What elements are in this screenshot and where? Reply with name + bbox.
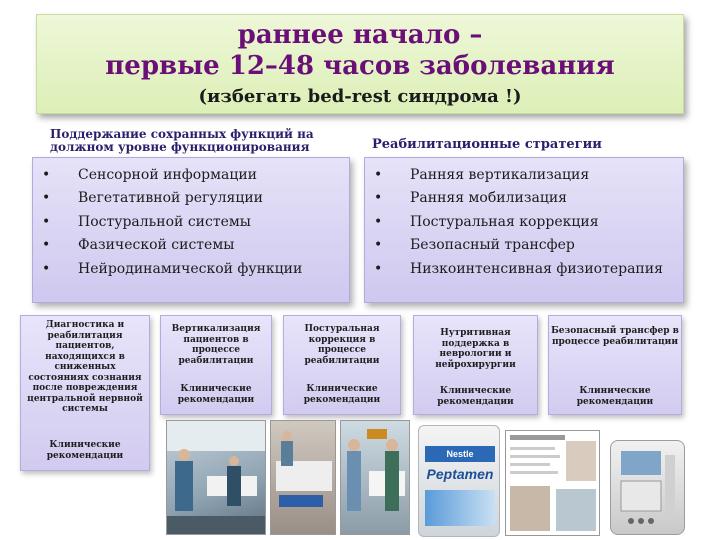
slide-subtitle: (избегать bed-rest синдрома !) (198, 86, 522, 107)
bullet: • (42, 190, 51, 207)
list-item-text: Постуральная коррекция (410, 213, 599, 230)
transfer-guide-sheet (505, 430, 600, 536)
list-item-text: Фазической системы (78, 237, 235, 254)
rehab-team-photo (340, 420, 410, 535)
list-item (374, 261, 684, 284)
transfer-guide-illustration (506, 431, 600, 536)
list-item (42, 167, 342, 190)
peptamen-product-photo (418, 425, 500, 537)
bullet: • (374, 237, 383, 254)
left-column-header: Поддержание сохранных функций на должном уровне функционирования (50, 127, 314, 154)
list-item-text: Низкоинтенсивная физиотерапия (410, 260, 663, 277)
list-item-text: Безопасный трансфер (410, 237, 575, 254)
bullet: • (42, 260, 51, 277)
bullet: • (42, 167, 51, 183)
list-item (42, 214, 342, 237)
rehab-team-illustration (341, 421, 410, 535)
bed-patient-illustration (271, 421, 336, 535)
bullet: • (374, 213, 383, 230)
list-item-text: Ранняя вертикализация (410, 167, 590, 183)
rehab-strategies-list (374, 167, 684, 284)
nutrition-card-rec: Клинические рекомендации (437, 386, 514, 407)
icu-ward-photo (166, 420, 266, 535)
postural-card-title: Постуральная коррекция в процессе реабилитации (304, 324, 380, 366)
list-item-text: Постуральной системы (78, 213, 251, 230)
preserved-functions-list (42, 167, 342, 284)
list-item-text: Нейродинамической функции (78, 260, 303, 277)
verticalization-card-rec: Клинические рекомендации (177, 384, 255, 405)
icu-ward-illustration (167, 421, 266, 535)
safe-transfer-card-title: Безопасный трансфер в процессе реабилитации (551, 326, 679, 347)
bullet: • (374, 190, 383, 207)
product-brand-label: Nestle (425, 446, 495, 462)
bed-patient-photo (270, 420, 336, 535)
list-item-text: Ранняя мобилизация (410, 190, 567, 207)
bullet: • (374, 260, 383, 277)
infusion-pump-illustration (611, 441, 686, 536)
list-item (42, 261, 342, 284)
safe-transfer-card-rec: Клинические рекомендации (576, 386, 654, 407)
bullet: • (374, 167, 383, 183)
list-item (374, 190, 684, 213)
right-column-header: Реабилитационные стратегии (372, 137, 602, 152)
diagnostics-card-title: Диагностика и реабилитация пациентов, находящихся в сниженных состояниях сознания после повреждения центральной нервной системы (27, 320, 143, 414)
list-item (374, 237, 684, 260)
list-item (374, 167, 684, 190)
list-item-text: Вегетативной регуляции (78, 190, 263, 207)
nutrition-card-title: Нутритивная поддержка в неврологии и нейрохирургии (435, 328, 516, 370)
title-line-1: раннее начало – (237, 20, 483, 50)
list-item (42, 190, 342, 213)
list-item (374, 214, 684, 237)
verticalization-card-title: Вертикализация пациентов в процессе реабилитации (171, 324, 261, 366)
list-item-text: Сенсорной информации (78, 167, 258, 183)
list-item (42, 237, 342, 260)
slide-title (36, 20, 684, 82)
title-line-2: первые 12–48 часов заболевания (105, 51, 615, 81)
bullet: • (42, 237, 51, 254)
bullet: • (42, 213, 51, 230)
product-band (425, 490, 495, 526)
diagnostics-card-rec: Клинические рекомендации (46, 440, 124, 461)
product-name-label: Peptamen (426, 466, 494, 482)
postural-card-rec: Клинические рекомендации (303, 384, 381, 405)
infusion-pump-photo (610, 440, 685, 535)
